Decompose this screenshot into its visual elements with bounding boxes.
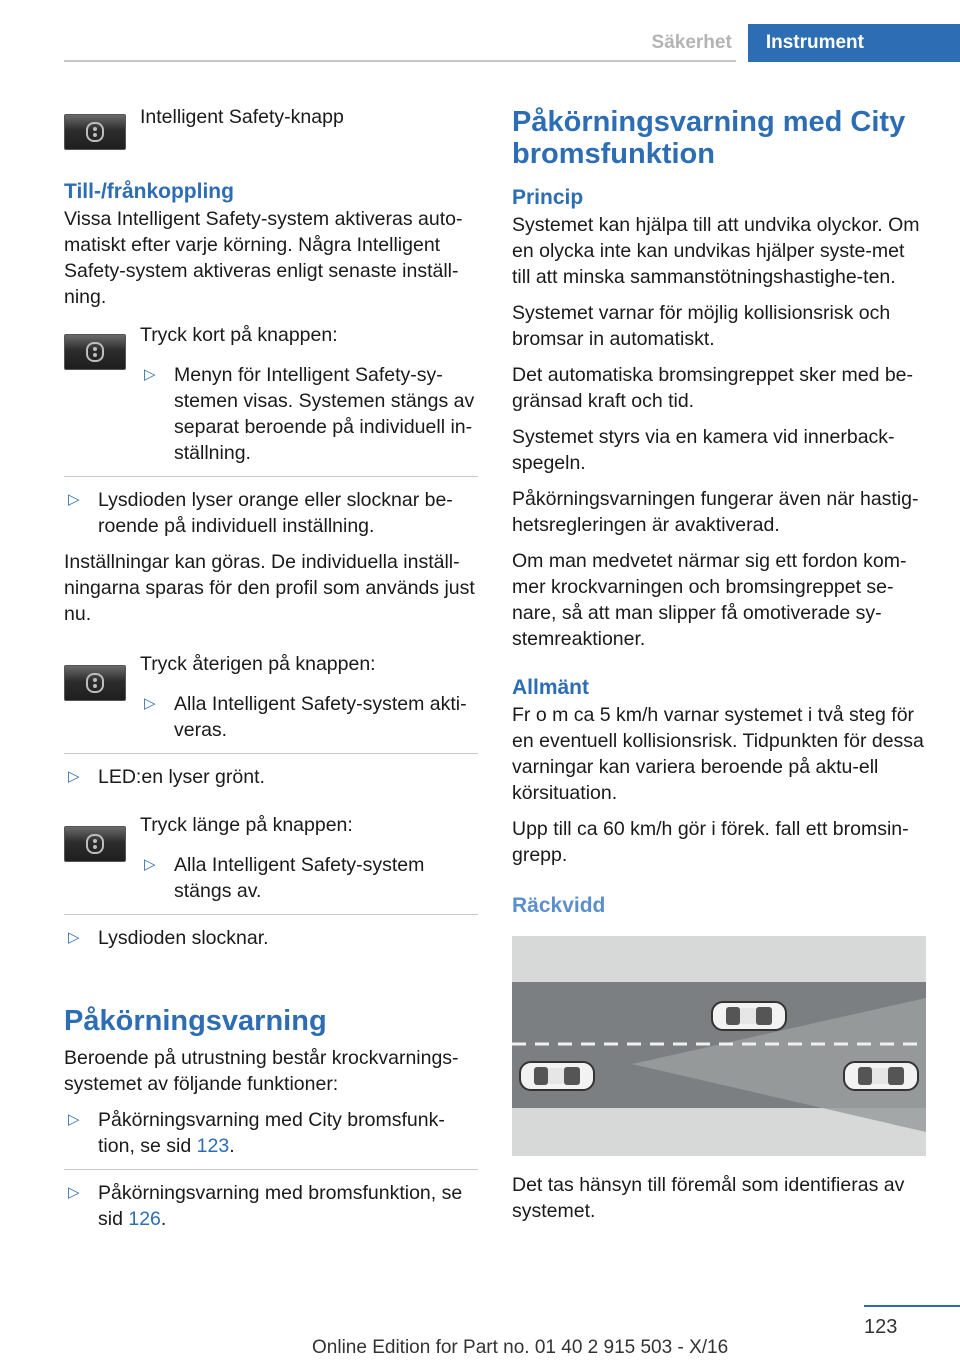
heading-principle: Princip [512, 186, 584, 209]
range-illustration [512, 936, 926, 1156]
left-column [64, 100, 478, 1242]
triangle-right-icon: ▷ [68, 1184, 80, 1201]
long-press-label: Tryck länge på knappen: [140, 814, 353, 836]
again-press-block [64, 651, 478, 691]
car-icon [712, 1002, 786, 1030]
heading-general: Allmänt [512, 676, 590, 699]
paragraph-warning: Beroende på utrustning består krockvarnings-systemet av följande funktioner: [64, 1047, 459, 1095]
road-diagram [512, 936, 926, 1156]
paragraph: Systemet styrs via en kamera vid innerback-spegeln. [512, 426, 895, 474]
page-link-123[interactable]: 123 [196, 1135, 230, 1157]
paragraph-on-off: Vissa Intelligent Safety-system aktiveras auto-matiskt efter varje körning. Några Intelligent Safety-system aktiveras enligt senaste inställ-ning. [64, 208, 463, 308]
heading-on-off: Till-/frånkoppling [64, 180, 234, 203]
intelligent-safety-button-icon [64, 826, 126, 862]
triangle-right-icon: ▷ [68, 1111, 80, 1128]
intelligent-safety-button-icon [64, 114, 126, 150]
header-rule [64, 60, 736, 62]
list-item: ▷ Påkörningsvarning med City bromsfunk-tion, se sid 123. [68, 1109, 445, 1157]
triangle-right-icon: ▷ [68, 768, 80, 785]
intelligent-safety-button-icon [64, 665, 126, 701]
paragraph: Systemet kan hjälpa till att undvika olyckor. Om en olycka inte kan undvikas hjälper syste-met till att minska sammanstötningshastighe-ten. [512, 214, 920, 288]
car-icon [844, 1062, 918, 1090]
paragraph: Upp till ca 60 km/h gör i förek. fall ett bromsin-grepp. [512, 818, 909, 866]
tab-chapter[interactable]: Instrument [748, 24, 960, 62]
paragraph: Om man medvetet närmar sig ett fordon kom-mer krockvarningen och bromsingreppet se-nare, så att man slipper få omotiverade sy-stemreaktioner. [512, 550, 907, 650]
triangle-right-icon: ▷ [144, 695, 156, 712]
paragraph: Fr o m ca 5 km/h varnar systemet i två steg för en eventuell kollisionsrisk. Tidpunkten för dessa varningar kan variera beroende på aktu-ell körsituation. [512, 704, 924, 804]
heading-city-brake: Påkörningsvarning med City bromsfunktion [512, 106, 906, 170]
button-label-block [64, 104, 478, 144]
again-press-label: Tryck återigen på knappen: [140, 653, 376, 675]
heading-range: Räckvidd [512, 894, 606, 917]
paragraph: Systemet varnar för möjlig kollisionsrisk och bromsar in automatiskt. [512, 302, 891, 350]
list-item: ▷ Lysdioden slocknar. [68, 927, 269, 949]
triangle-right-icon: ▷ [144, 856, 156, 873]
divider [64, 753, 478, 754]
right-column [512, 100, 926, 1234]
list-item: ▷ Påkörningsvarning med bromsfunktion, se sid 126. [68, 1182, 463, 1230]
short-press-block [64, 322, 478, 362]
intelligent-safety-button-icon [64, 334, 126, 370]
paragraph: Påkörningsvarningen fungerar även när hastig-hetsregleringen är avaktiverad. [512, 488, 919, 536]
heading-collision-warning: Påkörningsvarning [64, 1005, 327, 1037]
list-item: ▷ Alla Intelligent Safety-system stängs av. [144, 854, 425, 902]
short-press-label: Tryck kort på knappen: [140, 324, 338, 346]
paragraph: Det automatiska bromsingreppet sker med be-gränsad kraft och tid. [512, 364, 914, 412]
triangle-right-icon: ▷ [68, 491, 80, 508]
divider [64, 476, 478, 477]
edition-line: Online Edition for Part no. 01 40 2 915 503 - X/16 [312, 1337, 729, 1358]
triangle-right-icon: ▷ [144, 366, 156, 383]
paragraph: Det tas hänsyn till föremål som identifieras av systemet. [512, 1174, 905, 1222]
list-item: ▷ Menyn för Intelligent Safety-sy-stemen visas. Systemen stängs av separat beroende på individuell in-ställning. [144, 364, 475, 464]
list-item: ▷ LED:en lyser grönt. [68, 766, 265, 788]
divider [64, 914, 478, 915]
header-tabs [636, 24, 960, 62]
divider [64, 1169, 478, 1170]
list-item: ▷ Alla Intelligent Safety-system akti-veras. [144, 693, 467, 741]
paragraph-settings: Inställningar kan göras. De individuella inställ-ningarna sparas för den profil som används just nu. [64, 551, 475, 625]
tab-section[interactable]: Säkerhet [651, 32, 732, 53]
page-number: 123 [864, 1316, 898, 1338]
triangle-right-icon: ▷ [68, 929, 80, 946]
long-press-block [64, 812, 478, 852]
button-label: Intelligent Safety-knapp [140, 106, 344, 128]
page-link-126[interactable]: 126 [128, 1208, 161, 1230]
footer-rule [864, 1305, 960, 1307]
car-icon [520, 1062, 594, 1090]
list-item: ▷ Lysdioden lyser orange eller slocknar be-roende på individuell inställning. [68, 489, 453, 537]
